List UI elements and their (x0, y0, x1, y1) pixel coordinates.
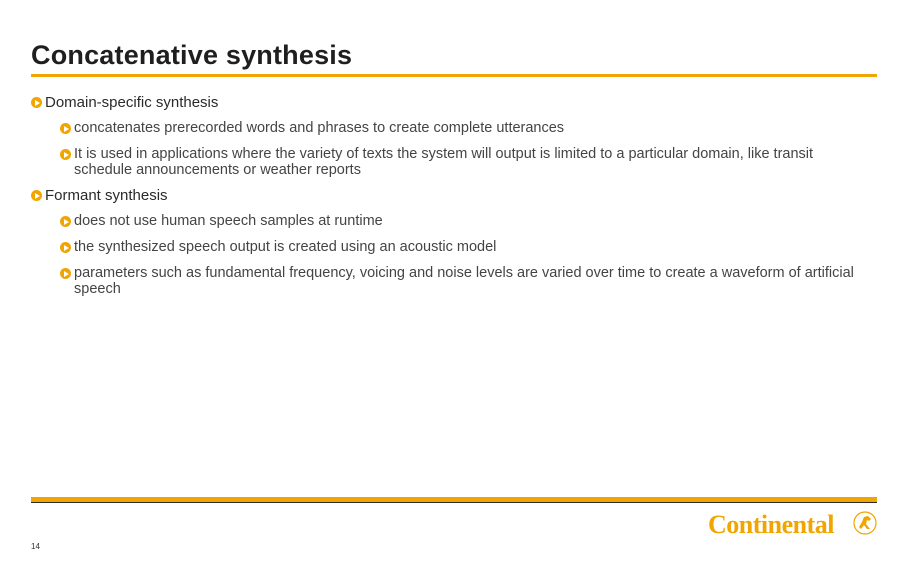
continental-wordmark-icon (706, 508, 878, 540)
bullet-text: It is used in applications where the variety of texts the system will output is limited to a particular domain, like transit schedule announcements or weather reports (74, 146, 814, 178)
bullet-arrow-icon (60, 242, 71, 253)
bullet-arrow-icon (60, 123, 71, 134)
horse-emblem-icon (854, 512, 876, 534)
sub-bullet-item (60, 239, 860, 255)
continental-logo (706, 508, 878, 540)
sub-bullet-item (60, 120, 860, 136)
bullet-text: Domain-specific synthesis (45, 94, 219, 111)
brand-wordmark: Continental (708, 510, 834, 539)
bullet-text: concatenates prerecorded words and phrases to create complete utterances (74, 120, 565, 136)
bullet-text: parameters such as fundamental frequency, voicing and noise levels are varied over time to create a waveform of artificial speech (74, 265, 854, 297)
title-divider (31, 74, 877, 77)
bullet-text: Formant synthesis (45, 187, 168, 204)
bullet-arrow-icon (60, 216, 71, 227)
bullet-arrow-icon (31, 190, 42, 201)
footer-divider (31, 497, 877, 503)
bullet-arrow-icon (60, 268, 71, 279)
slide-title: Concatenative synthesis (31, 40, 353, 70)
bullet-arrow-icon (60, 149, 71, 160)
bullet-text: the synthesized speech output is created using an acoustic model (74, 239, 497, 255)
bullet-item (31, 94, 218, 111)
page-number: 14 (31, 542, 40, 551)
sub-bullet-item (60, 265, 860, 297)
bullet-text: does not use human speech samples at runtime (74, 213, 383, 229)
bullet-item (31, 187, 168, 204)
sub-bullet-item (60, 213, 860, 229)
sub-bullet-item (60, 146, 845, 178)
bullet-arrow-icon (31, 97, 42, 108)
